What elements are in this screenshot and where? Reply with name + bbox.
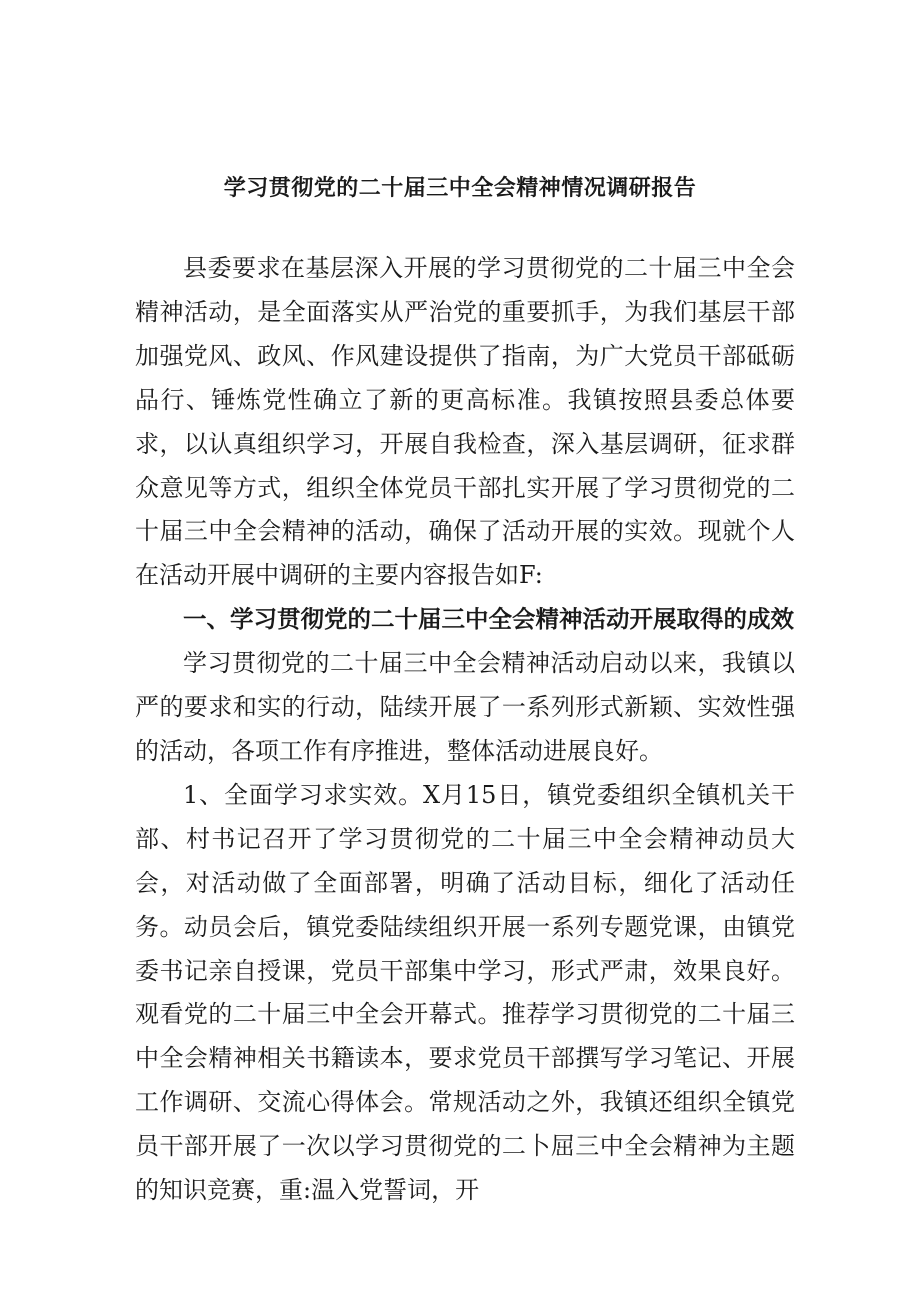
paragraph-item-1: 1、全面学习求实效。X月15日，镇党委组织全镇机关干部、村书记召开了学习贯彻党的二十届三中全会精神动员大会，对活动做了全面部署，明确了活动目标，细化了活动任务。动员会后，镇党委陆续组织开展一系列专题党课，由镇党委书记亲自授课，党员干部集中学习，形式严肃，效果良好。观看党的二十届三中全会开幕式。推荐学习贯彻党的二十届三中全会精神相关书籍读本，要求党员干部撰写学习笔记、开展工作调研、交流心得体会。常规活动之外，我镇还组织全镇党员干部开展了一次以学习贯彻党的二卜屈三中全会精神为主题的知识竞赛，重:温入党誓词，开 [135,780,795,1205]
document-body [135,247,795,1213]
document-title: 学习贯彻党的二十届三中全会精神情况调研报告 [223,175,697,201]
section-heading: 一、学习贯彻党的二十届三中全会精神活动开展取得的成效 [183,605,794,634]
paragraph-intro: 县委要求在基层深入开展的学习贯彻党的二十届三中全会精神活动，是全面落实从严治党的重要抓手，为我们基层干部加强党风、政风、作风建设提供了指南，为广大党员干部砥砺品行、锤炼党性确立了新的更高标准。我镇按照县委总体要求，以认真组织学习，开展自我检查，深入基层调研，征求群众意见等方式，组织全体党员干部扎实开展了学习贯彻党的二十届三中全会精神的活动，确保了活动开展的实效。现就个人在活动开展中调研的主要内容报告如F: [135,254,795,590]
paragraph-overview: 学习贯彻党的二十届三中全会精神活动启动以来，我镇以严的要求和实的行动，陆续开展了一系列形式新颖、实效性强的活动，各项工作有序推进，整体活动进展良好。 [135,649,795,765]
